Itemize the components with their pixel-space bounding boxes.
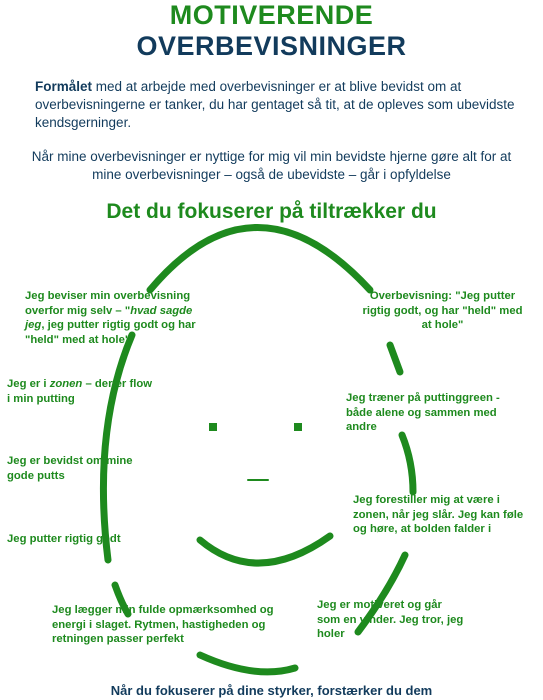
left-eye [209, 423, 217, 431]
title-line-1: MOTIVERENDE [169, 0, 374, 30]
label-motivated-winner: Jeg er motiveret og går som en vinder. Jeg tror, jeg holer [317, 599, 464, 640]
label-prove-belief-italic: hvad sagde jeg [25, 304, 193, 331]
label-prove-belief [25, 289, 205, 347]
label-zone-part2: – der er flow i min putting [7, 378, 153, 405]
label-aware-good-putts: Jeg er bevidst om mine gode putts [7, 455, 133, 482]
label-putt-well: Jeg putter rigtig godt [7, 533, 121, 545]
title-line-2: OVERBEVISNINGER [136, 31, 407, 61]
face-outline-left [103, 335, 132, 560]
label-belief: Overbevisning: "Jeg putter rigtig godt, og har "held" med at hole" [362, 290, 523, 331]
belief-statement: Når mine overbevisninger er nyttige for mig vil min bevidste hjerne gøre alt for at mine overbevisninger – også de ubevidste – går i opfyldelse [31, 149, 512, 182]
face-outline-right-mid [402, 435, 413, 492]
label-practice-green: Jeg træner på puttinggreen - både alene og sammen med andre [346, 392, 500, 433]
purpose-lead: Formålet [35, 79, 93, 94]
label-in-the-zone [7, 377, 157, 406]
footer-text: Når du fokuserer på dine styrker, forstærker du dem [110, 683, 433, 698]
label-zone-part1: Jeg er i [7, 378, 50, 390]
focus-heading: Det du fokuserer på tiltrækker du [106, 200, 437, 223]
face-outline-right-upper [390, 345, 400, 372]
label-imagine-zone: Jeg forestiller mig at være i zonen, når jeg slår. Jeg kan føle og høre, at bolden falder i [353, 494, 524, 535]
face-outline-bottom [200, 655, 295, 672]
right-eye [294, 423, 302, 431]
smile-mouth [200, 536, 330, 563]
label-prove-belief-part1: Jeg beviser min overbevisning overfor mig selv – " [25, 290, 191, 317]
label-prove-belief-part2: , jeg putter rigtig godt og har "held" med at hole" [25, 319, 196, 346]
label-zone-italic: zonen [49, 378, 83, 390]
purpose-text: med at arbejde med overbevisninger er at blive bevidst om at overbevisningerne er tanker, du har gentaget så tit, at de opleves som ubevidste kendsgerninger. [35, 79, 515, 130]
face-outline-top [150, 228, 370, 291]
label-full-attention: Jeg lægger min fulde opmærksomhed og energi i slaget. Rytmen, hastigheden og retningen passer perfekt [52, 604, 274, 645]
